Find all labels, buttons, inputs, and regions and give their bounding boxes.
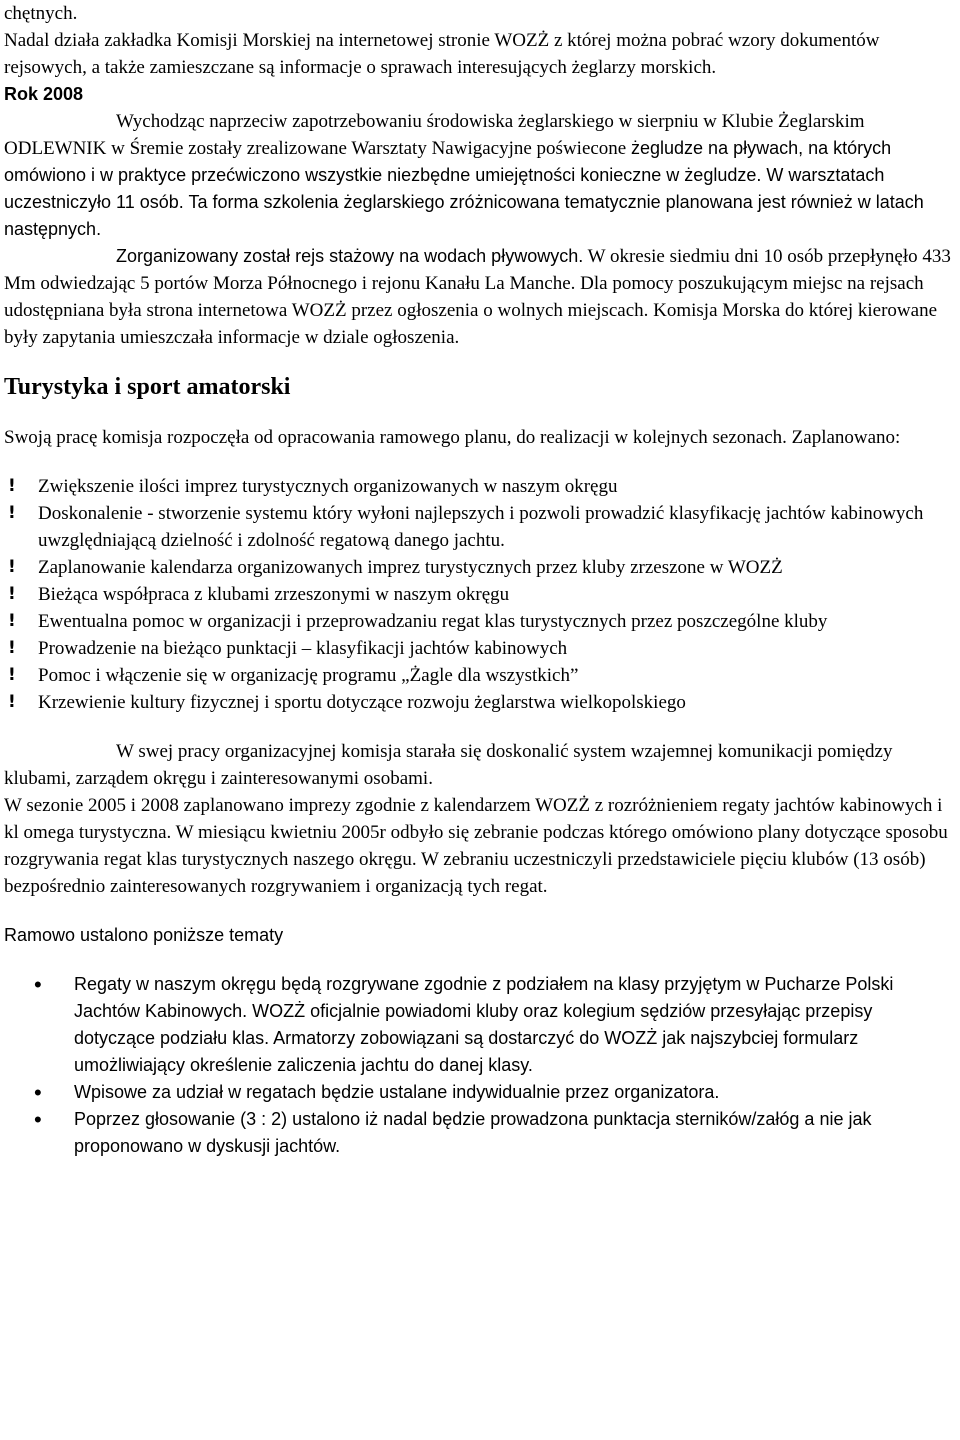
exclamation-bullet-icon: ! <box>8 584 16 604</box>
exclamation-bullet-icon: ! <box>8 476 16 496</box>
spacer <box>4 716 956 738</box>
workshops-text-b: żegludze na pływach, na których omówiono i w praktyce przećwiczono wszystkie niezbędne umiejętności konieczne w żegludze. W warsztatach uczestniczyło 11 osób. Ta forma szkolenia żeglarskiego zróżnicowana tematycznie planowana jest również w latach następnych. <box>4 138 924 239</box>
list-item: ! Zaplanowanie kalendarza organizowanych imprez turystycznych przez kluby zrzeszone w WOZŻ <box>4 554 956 581</box>
workshops-text-a: Wychodząc naprzeciw zapotrzebowaniu środowiska żeglarskiego w sierpniu w Klubie Żeglarskim ODLEWNIK w Śremie zostały zrealizowane Warsztaty Nawigacyjne poświecone <box>4 111 865 159</box>
list-item: • Wpisowe za udział w regatach będzie ustalane indywidualnie przez organizatora. <box>34 1080 720 1105</box>
bullet-dot-icon: • <box>34 1080 42 1105</box>
list-item: ! Prowadzenie na bieżąco punktacji – klasyfikacji jachtów kabinowych <box>4 635 956 662</box>
paragraph-cruise <box>4 243 956 351</box>
paragraph-season: W sezonie 2005 i 2008 zaplanowano imprezy zgodnie z kalendarzem WOZŻ z rozróżnieniem regaty jachtów kabinowych i kl omega turystyczna. W miesiącu kwietniu 2005r odbyło się zebranie podczas którego omówiono plany dotyczące sposobu rozgrywania regat klas turystycznych naszego okręgu. W zebraniu uczestniczyli przedstawiciele pięciu klubów (13 osób) bezpośrednio zainteresowanych rozgrywaniem i organizacją tych regat. <box>4 795 948 897</box>
spacer <box>4 451 956 473</box>
exclamation-bullet-icon: ! <box>8 611 16 631</box>
list-item: • Poprzez głosowanie (3 : 2) ustalono iż nadal będzie prowadzona punktacja sterników/załóg a nie jak proponowano w dyskusji jachtów. <box>34 1107 872 1156</box>
document-page <box>4 0 956 1160</box>
spacer <box>4 949 956 971</box>
spacer <box>4 900 956 922</box>
year-heading: Rok 2008 <box>4 84 84 104</box>
plan-list <box>4 473 956 716</box>
cruise-text-b: W okresie siedmiu dni 10 osób przepłynęło 433 Mm odwiedzając 5 portów Morza Północnego i rejonu Kanału La Manche. Dla pomocy poszukującym miejsc na rejsach udostępniana była strona internetowa WOZŻ przez ogłoszenia o wolnych miejscach. Komisja Morska do której kierowane były zapytania umieszczała informacje w dziale ogłoszenia. <box>4 246 951 348</box>
list-item: ! Bieżąca współpraca z klubami zrzeszonymi w naszym okręgu <box>4 581 956 608</box>
topics-list <box>4 971 956 1160</box>
list-item: ! Zwiększenie ilości imprez turystycznych organizowanych w naszym okręgu <box>4 473 956 500</box>
list-item: ! Pomoc i włączenie się w organizację programu „Żagle dla wszystkich” <box>4 662 956 689</box>
exclamation-bullet-icon: ! <box>8 503 16 523</box>
paragraph-website-tab: Nadal działa zakładka Komisji Morskiej na internetowej stronie WOZŻ z której można pobrać wzory dokumentów rejsowych, a także zamieszczane są informacje o sprawach interesujących żeglarzy morskich. <box>4 30 880 78</box>
list-item: • Regaty w naszym okręgu będą rozgrywane zgodnie z podziałem na klasy przyjętym w Pucharze Polski Jachtów Kabinowych. WOZŻ oficjalnie powiadomi kluby oraz kolegium sędziów przesyłając przepisy dotyczące podziału klas. Armatorzy zobowiązani są dostarczyć do WOZŻ jak najszybciej formularz umożliwiający określenie zaliczenia jachtu do danej klasy. <box>34 972 894 1075</box>
list-item: ! Krzewienie kultury fizycznej i sportu dotyczące rozwoju żeglarstwa wielkopolskiego <box>4 689 956 716</box>
paragraph-workshops <box>4 108 956 243</box>
paragraph-communication: W swej pracy organizacyjnej komisja starała się doskonalić system wzajemnej komunikacji pomiędzy klubami, zarządem okręgu i zainteresowanymi osobami. <box>4 741 893 789</box>
paragraph-intro: Swoją pracę komisja rozpoczęła od opracowania ramowego planu, do realizacji w kolejnych sezonach. Zaplanowano: <box>4 427 901 448</box>
list-item: ! Ewentualna pomoc w organizacji i przeprowadzaniu regat klas turystycznych przez poszczególne kluby <box>4 608 956 635</box>
exclamation-bullet-icon: ! <box>8 557 16 577</box>
exclamation-bullet-icon: ! <box>8 665 16 685</box>
list-item: ! Doskonalenie - stworzenie systemu który wyłoni najlepszych i pozwoli prowadzić klasyfikację jachtów kabinowych uwzględniającą dzielność i zdolność regatową danego jachtu. <box>4 500 956 554</box>
topics-heading: Ramowo ustalono poniższe tematy <box>4 925 284 945</box>
exclamation-bullet-icon: ! <box>8 692 16 712</box>
bullet-dot-icon: • <box>34 1107 42 1132</box>
paragraph-continuation: chętnych. <box>4 3 78 24</box>
exclamation-bullet-icon: ! <box>8 638 16 658</box>
cruise-text-a: Zorganizowany został rejs stażowy na wodach pływowych. <box>116 246 584 266</box>
bullet-dot-icon: • <box>34 972 42 997</box>
section-heading: Turystyka i sport amatorski <box>4 374 291 400</box>
